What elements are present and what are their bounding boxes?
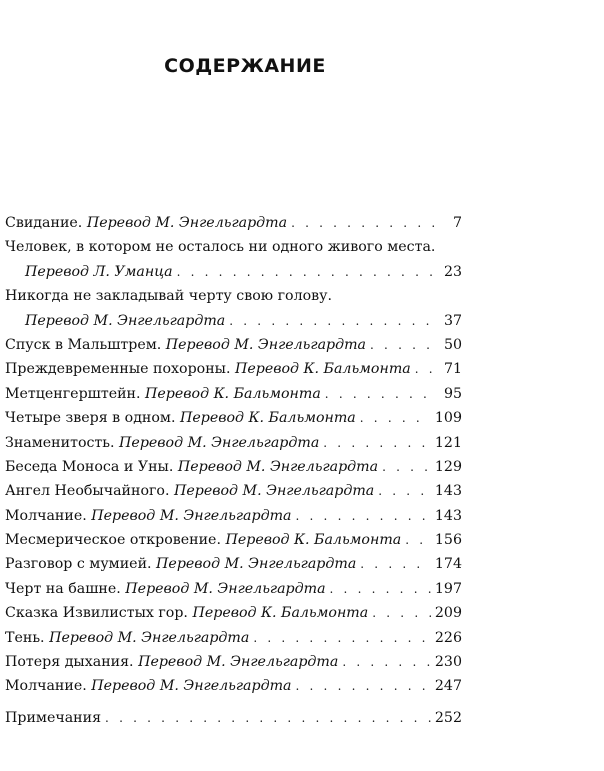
toc-entry[interactable] <box>5 459 462 483</box>
entry-title: Примечания <box>5 709 102 726</box>
entry-translator: Перевод К. Бальмонта <box>225 532 402 549</box>
entry-translator: Перевод К. Бальмонта <box>145 385 321 402</box>
entry-translator: Перевод М. Энгельгардта <box>165 336 367 353</box>
entry-title: Человек, в котором не осталось ни одного живого места. <box>5 239 436 256</box>
page-number: 121 <box>434 434 462 451</box>
toc-entry[interactable] <box>5 483 462 507</box>
entry-title: Молчание. <box>5 678 87 695</box>
toc-entry[interactable] <box>5 361 462 385</box>
entry-title: Сказка Извилистых гор. <box>5 605 188 622</box>
dot-leader <box>372 605 431 621</box>
page-number: 226 <box>434 629 462 646</box>
toc-entry[interactable] <box>5 410 462 434</box>
entry-title: Молчание. <box>5 507 87 524</box>
toc-entry[interactable] <box>5 386 462 410</box>
entry-title: Месмерическое откровение. <box>5 532 221 549</box>
dot-leader <box>405 532 431 548</box>
toc-entry[interactable] <box>5 605 462 629</box>
page-number: 230 <box>434 654 462 671</box>
page-number: 197 <box>434 580 462 597</box>
entry-title: Свидание. <box>5 215 83 231</box>
dot-leader <box>342 654 431 670</box>
entry-title: Тень. <box>5 629 45 646</box>
entry-translator: Перевод М. Энгельгардта <box>91 507 292 524</box>
toc-entry[interactable] <box>5 532 462 556</box>
entry-translator: Перевод М. Энгельгардта <box>174 483 375 500</box>
entry-title: Четыре зверя в одном. <box>5 410 176 427</box>
entry-title: Никогда не закладывай черту свою голову. <box>5 288 332 305</box>
entry-translator: Перевод М. Энгельгардта <box>49 629 250 646</box>
toc-entry-notes[interactable] <box>5 710 462 734</box>
entry-translator: Перевод М. Энгельгардта <box>138 654 339 671</box>
page-number: 23 <box>443 263 462 280</box>
toc-entry[interactable] <box>5 678 462 702</box>
dot-leader <box>360 556 431 572</box>
entry-title: Черт на башне. <box>5 580 121 597</box>
entry-translator: Перевод М. Энгельгардта <box>125 580 326 597</box>
page-number: 247 <box>434 678 462 695</box>
entry-translator: Перевод К. Бальмонта <box>192 605 369 622</box>
page-number: 37 <box>443 312 462 329</box>
page-number: 129 <box>434 458 462 475</box>
dot-leader <box>105 710 431 726</box>
toc-entry[interactable] <box>5 556 462 580</box>
toc-entry[interactable] <box>5 215 462 239</box>
dot-leader <box>296 508 431 524</box>
dot-leader <box>253 630 431 646</box>
dot-leader <box>370 337 436 353</box>
toc-entry[interactable] <box>5 581 462 605</box>
toc-entry[interactable] <box>5 508 462 532</box>
page-number: 50 <box>443 336 462 353</box>
page-number: 71 <box>443 361 462 378</box>
page-number: 143 <box>434 507 462 524</box>
page-number: 143 <box>434 483 462 500</box>
entry-translator: Перевод М. Энгельгардта <box>156 556 357 573</box>
dot-leader <box>378 483 431 499</box>
entry-translator: Перевод К. Бальмонта <box>234 361 411 378</box>
entry-title: Ангел Необычайного. <box>5 483 170 500</box>
dot-leader <box>325 386 436 402</box>
section-gap <box>5 703 462 710</box>
toc-entry[interactable] <box>5 630 462 654</box>
toc-entry[interactable] <box>5 435 462 459</box>
entry-translator: Перевод М. Энгельгардта <box>86 215 288 231</box>
toc-entry[interactable] <box>5 239 462 288</box>
dot-leader <box>291 215 436 231</box>
entry-translator: Перевод Л. Уманца <box>25 263 173 280</box>
dot-leader <box>382 459 431 475</box>
entry-title: Разговор с мумией. <box>5 556 152 573</box>
entry-title: Беседа Моноса и Уны. <box>5 458 174 475</box>
toc-entry[interactable] <box>5 654 462 678</box>
dot-leader <box>330 581 431 597</box>
dot-leader <box>296 678 431 694</box>
page-number: 252 <box>434 709 462 726</box>
page-number: 209 <box>434 605 462 622</box>
page-number: 109 <box>434 410 462 427</box>
entry-title: Знаменитость. <box>5 434 115 451</box>
entry-translator: Перевод М. Энгельгардта <box>91 678 292 695</box>
toc-entry[interactable] <box>5 337 462 361</box>
toc-entry[interactable] <box>5 288 462 337</box>
dot-leader <box>323 435 431 451</box>
page-number: 95 <box>443 385 462 402</box>
entry-translator: Перевод М. Энгельгардта <box>119 434 320 451</box>
entry-translator: Перевод М. Энгельгардта <box>177 458 379 475</box>
entry-title: Преждевременные похороны. <box>5 361 231 378</box>
page-number: 156 <box>434 532 462 549</box>
dot-leader <box>415 361 436 377</box>
entry-translator: Перевод М. Энгельгардта <box>25 312 226 329</box>
dot-leader <box>360 410 431 426</box>
entry-title: Метценгерштейн. <box>5 385 141 402</box>
entry-title: Потеря дыхания. <box>5 654 134 671</box>
entry-translator: Перевод К. Бальмонта <box>180 410 356 427</box>
entry-title: Спуск в Мальштрем. <box>5 336 162 353</box>
page-number: 174 <box>434 556 462 573</box>
page-number: 7 <box>452 215 462 231</box>
page-title: СОДЕРЖАНИЕ <box>164 55 326 77</box>
dot-leader <box>229 313 436 329</box>
dot-leader <box>177 264 436 280</box>
table-of-contents <box>5 215 462 734</box>
